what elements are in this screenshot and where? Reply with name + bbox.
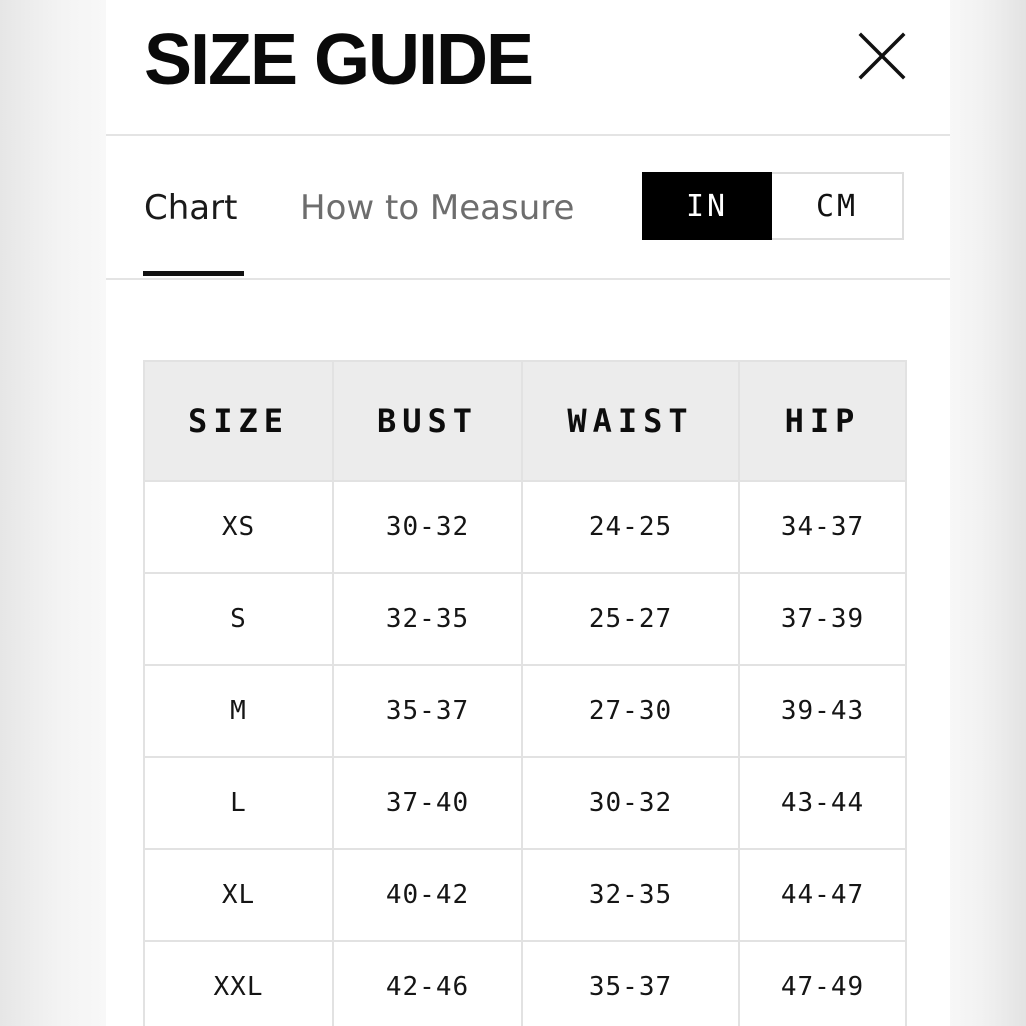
size-cell: L xyxy=(144,757,333,849)
tab-chart[interactable]: Chart xyxy=(144,188,238,228)
size-cell: S xyxy=(144,573,333,665)
column-header-bust: BUST xyxy=(333,361,522,481)
table-row xyxy=(144,573,906,665)
backdrop-right xyxy=(950,0,1026,1026)
table-header-row xyxy=(144,361,906,481)
bust-cell: 42-46 xyxy=(333,941,522,1026)
table-row xyxy=(144,941,906,1026)
bust-cell: 40-42 xyxy=(333,849,522,941)
size-cell: XXL xyxy=(144,941,333,1026)
size-cell: M xyxy=(144,665,333,757)
table-row xyxy=(144,665,906,757)
backdrop-left xyxy=(0,0,106,1026)
bust-cell: 37-40 xyxy=(333,757,522,849)
waist-cell: 32-35 xyxy=(522,849,739,941)
hip-cell: 47-49 xyxy=(739,941,906,1026)
hip-cell: 37-39 xyxy=(739,573,906,665)
close-button[interactable] xyxy=(854,28,910,84)
modal-title: SIZE GUIDE xyxy=(144,20,533,100)
hip-cell: 43-44 xyxy=(739,757,906,849)
bust-cell: 35-37 xyxy=(333,665,522,757)
unit-toggle xyxy=(642,172,904,240)
waist-cell: 35-37 xyxy=(522,941,739,1026)
hip-cell: 39-43 xyxy=(739,665,906,757)
unit-cm-button[interactable]: CM xyxy=(772,174,902,238)
column-header-size: SIZE xyxy=(144,361,333,481)
bust-cell: 32-35 xyxy=(333,573,522,665)
tab-bar xyxy=(106,136,950,280)
modal-header xyxy=(106,0,950,136)
hip-cell: 34-37 xyxy=(739,481,906,573)
waist-cell: 24-25 xyxy=(522,481,739,573)
size-cell: XL xyxy=(144,849,333,941)
size-guide-modal xyxy=(106,0,950,1026)
hip-cell: 44-47 xyxy=(739,849,906,941)
column-header-hip: HIP xyxy=(739,361,906,481)
active-tab-indicator xyxy=(143,271,244,276)
bust-cell: 30-32 xyxy=(333,481,522,573)
table-row xyxy=(144,849,906,941)
close-icon xyxy=(854,28,910,84)
column-header-waist: WAIST xyxy=(522,361,739,481)
tab-how-to-measure[interactable]: How to Measure xyxy=(300,188,575,228)
size-chart-table xyxy=(143,360,907,1026)
waist-cell: 30-32 xyxy=(522,757,739,849)
table-row xyxy=(144,481,906,573)
size-cell: XS xyxy=(144,481,333,573)
unit-in-button[interactable]: IN xyxy=(642,172,772,240)
table-row xyxy=(144,757,906,849)
waist-cell: 27-30 xyxy=(522,665,739,757)
waist-cell: 25-27 xyxy=(522,573,739,665)
